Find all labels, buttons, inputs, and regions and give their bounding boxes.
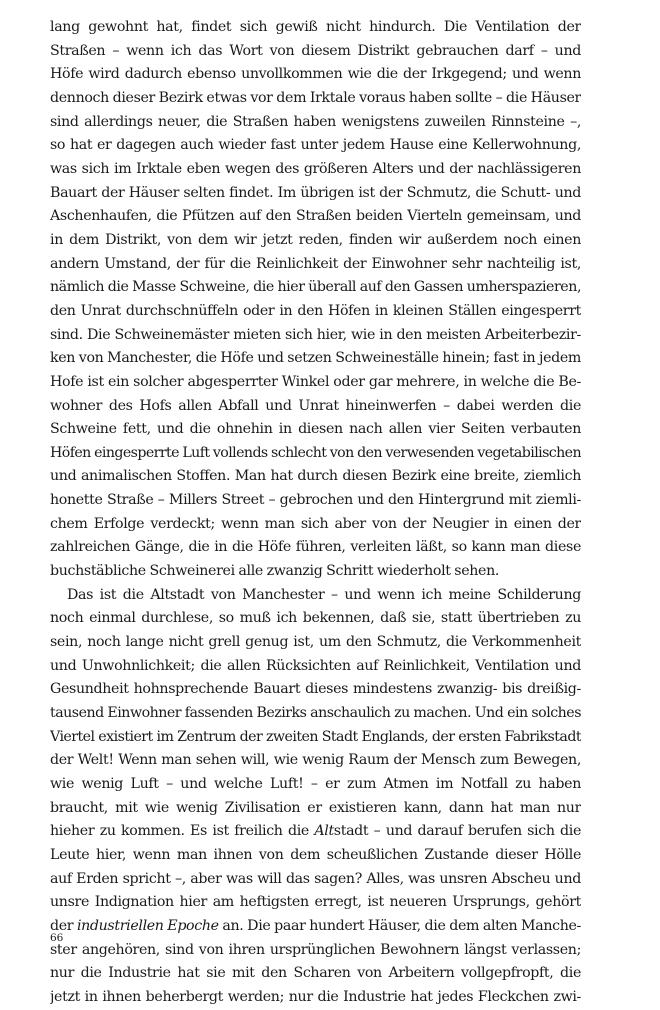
- text-line: in dem Distrikt, von dem wir jetzt reden, finden wir außerdem noch einen: [50, 231, 581, 248]
- text-line: sind. Die Schweinemäster mieten sich hier, wie in den meisten Arbeiterbezir-: [50, 326, 581, 343]
- text-line: sind allerdings neuer, die Straßen haben wenigstens zuweilen Rinnsteine –,: [50, 113, 581, 130]
- text-line: andern Umstand, der für die Reinlichkeit der Einwohner sehr nachteilig ist,: [50, 255, 581, 272]
- text-line: wohner des Hofs allen Abfall und Unrat hineinwerfen – dabei werden die: [50, 397, 581, 414]
- text-line: wie wenig Luft – und welche Luft! – er zum Atmen im Notfall zu haben: [50, 776, 581, 792]
- page-number: 66: [50, 932, 64, 944]
- text-line: den Unrat durchschnüffeln oder in den Höfen in kleinen Ställen eingesperrt: [50, 302, 581, 319]
- text-line: Bauart der Häuser selten findet. Im übrigen ist der Schmutz, die Schutt- und: [50, 184, 581, 201]
- text-line: Aschenhaufen, die Pfützen auf den Straßen beiden Vierteln gemeinsam, und: [50, 208, 581, 225]
- text-line: und animalischen Stoffen. Man hat durch diesen Bezirk eine breite, ziemlich: [50, 468, 581, 485]
- text-line: Hofe ist ein solcher abgesperrter Winkel oder gar mehrere, in welche die Be-: [50, 373, 581, 390]
- text-line: der Welt! Wenn man sehen will, wie wenig Raum der Mensch zum Bewegen,: [50, 752, 581, 769]
- text-line: chem Erfolge verdeckt; wenn man sich aber von der Neugier in einen der: [50, 515, 581, 532]
- text-line: und Unwohnlichkeit; die allen Rücksichten auf Reinlichkeit, Ventilation und: [50, 657, 581, 674]
- text-line: Gesundheit hohnsprechende Bauart dieses mindestens zwanzig- bis dreißig-: [50, 681, 581, 698]
- text-line: sein, noch lange nicht grell genug ist, um den Schmutz, die Verkommenheit: [50, 634, 581, 651]
- text-line: jetzt in ihnen beherbergt werden; nur die Industrie hat jedes Fleckchen zwi-: [50, 988, 581, 1005]
- text-line: braucht, mit wie wenig Zivilisation er existieren kann, dann hat man nur: [50, 799, 581, 816]
- text-line: der industriellen Epoche an. Die paar hundert Häuser, die dem alten Manche-: [50, 917, 581, 934]
- text-line: noch einmal durchlese, so muß ich bekennen, daß sie, statt übertrieben zu: [50, 610, 581, 627]
- text-line: nur die Industrie hat sie mit den Scharen von Arbeitern vollgepfropft, die: [50, 965, 581, 982]
- text-line: honette Straße – Millers Street – gebrochen und den Hintergrund mit ziemli-: [50, 492, 581, 509]
- text-line: hieher zu kommen. Es ist freilich die Altstadt – und darauf berufen sich die: [50, 823, 581, 840]
- text-line: lang gewohnt hat, findet sich gewiß nicht hindurch. Die Ventilation der: [50, 19, 581, 35]
- text-line: buchstäbliche Schweinerei alle zwanzig Schritt wiederholt sehen.: [50, 563, 500, 580]
- text-line: was sich im Irktale eben wegen des größeren Alters und der nachlässigeren: [50, 160, 581, 177]
- text-line: nämlich die Masse Schweine, die hier überall auf den Gassen umherspazieren,: [50, 279, 581, 296]
- text-line: ster angehören, sind von ihren ursprünglichen Bewohnern längst verlassen;: [50, 941, 581, 958]
- body-text: [50, 16, 581, 1010]
- text-line: Leute hier, wenn man ihnen von dem scheußlichen Zustande dieser Hölle: [50, 846, 581, 863]
- text-line: ken von Manchester, die Höfe und setzen Schweineställe hinein; fast in jedem: [50, 350, 581, 367]
- text-line: auf Erden spricht –, aber was will das sagen? Alles, was unsren Abscheu und: [50, 870, 581, 887]
- text-line: unsre Indignation hier am heftigsten erregt, ist neueren Ursprungs, gehört: [50, 894, 581, 911]
- text-line: Schweine fett, und die ohnehin in diesen nach allen vier Seiten verbauten: [50, 421, 581, 438]
- text-line: so hat er dagegen auch wieder fast unter jedem Hause eine Kellerwohnung,: [50, 137, 581, 154]
- text-line: Höfe wird dadurch ebenso unvollkommen wie die der Irkgegend; und wenn: [50, 66, 581, 83]
- text-line: Straßen – wenn ich das Wort von diesem Distrikt gebrauchen darf – und: [50, 42, 581, 59]
- text-line: dennoch dieser Bezirk etwas vor dem Irktale voraus haben sollte – die Häuser: [50, 89, 581, 106]
- text-line: Höfen eingesperrte Luft vollends schlecht von den verwesenden vegetabilischen: [50, 444, 581, 461]
- text-line: tausend Einwohner fassenden Bezirks anschaulich zu machen. Und ein solches: [50, 705, 581, 722]
- text-line: Viertel existiert im Zentrum der zweiten Stadt Englands, der ersten Fabrikstadt: [50, 728, 581, 745]
- text-line: zahlreichen Gänge, die in die Höfe führen, verleiten läßt, so kann man diese: [50, 539, 581, 556]
- text-line: Das ist die Altstadt von Manchester – und wenn ich meine Schilderung: [67, 586, 581, 603]
